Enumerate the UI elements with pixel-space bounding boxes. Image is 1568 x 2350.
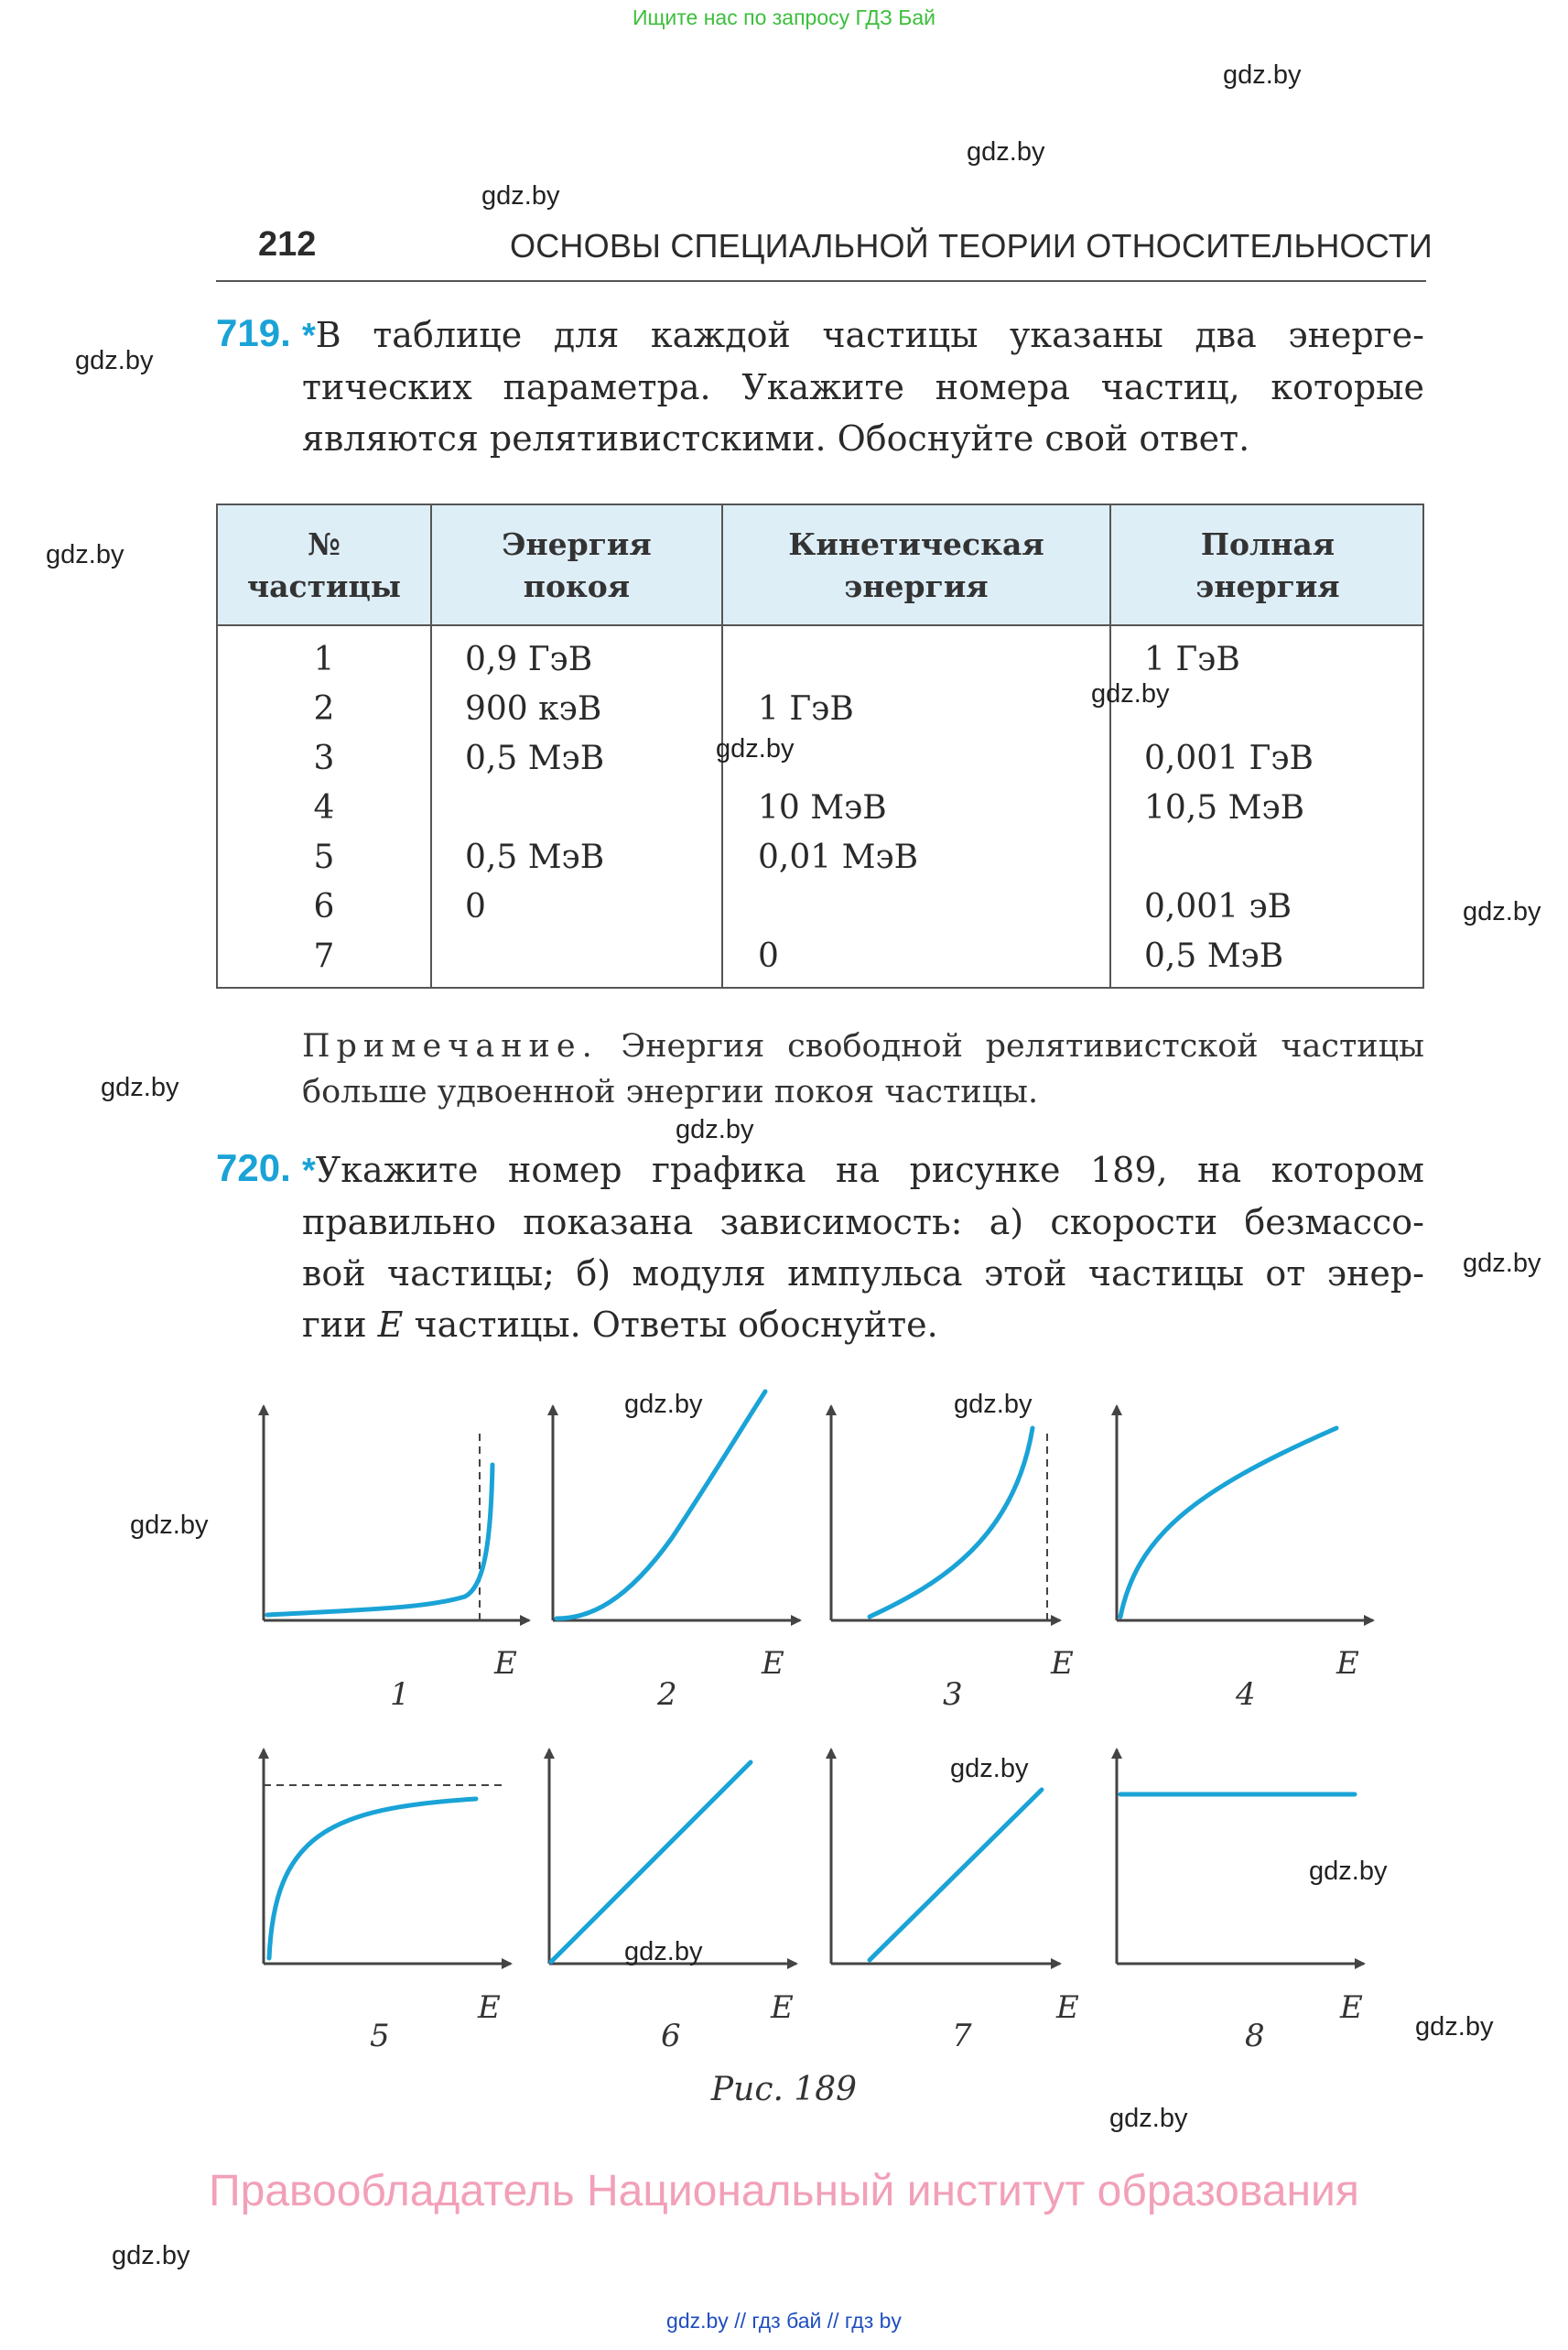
cell-number: 7 [313, 937, 335, 975]
axis-label-e: E [1051, 1645, 1074, 1682]
graph-number: 7 [952, 2018, 972, 2054]
header-kinetic-energy: Кинетическая энергия [788, 526, 1044, 604]
curve-1 [267, 1465, 492, 1615]
watermark-text: gdz.by [1109, 2104, 1188, 2133]
note-line: Примечание. Энергия свободной релятивистской частицы [302, 1028, 1424, 1065]
curve-6 [551, 1762, 751, 1962]
running-title: ОСНОВЫ СПЕЦИАЛЬНОЙ ТЕОРИИ ОТНОСИТЕЛЬНОСТИ [510, 227, 1433, 265]
note-line: больше удвоенной энергии покоя частицы. [302, 1074, 1039, 1110]
task-719-line: *В таблице для каждой частицы указаны два энерге- [302, 315, 1424, 355]
cell-number: 3 [313, 740, 335, 777]
graph-number: 4 [1236, 1676, 1256, 1713]
graph-number: 6 [661, 2018, 681, 2054]
curve-2 [557, 1392, 765, 1619]
task-720-line: гии E частицы. Ответы обоснуйте. [302, 1305, 938, 1345]
axis-label-e: E [1340, 1989, 1363, 2026]
watermark-text: gdz.by [130, 1511, 209, 1540]
graph-number: 1 [390, 1676, 410, 1713]
watermark-text: gdz.by [1463, 897, 1541, 926]
axis-label-e: E [478, 1989, 501, 2026]
top-banner[interactable]: Ищите нас по запросу ГДЗ Бай [632, 5, 936, 29]
watermark-text: gdz.by [716, 734, 795, 763]
watermark-text: gdz.by [101, 1073, 179, 1102]
cell-kinetic-energy: 10 МэВ [758, 789, 887, 827]
task-719-line: тических параметра. Укажите номера частиц, которые [302, 367, 1424, 407]
watermark-text: gdz.by [75, 346, 154, 375]
task-720-line: *Укажите номер графика на рисунке 189, на котором [302, 1150, 1424, 1190]
task-720-line: правильно показана зависимость: а) скорости безмассо- [302, 1202, 1424, 1242]
header-particle-number: № частицы [246, 526, 401, 604]
cell-rest-energy: 0,5 МэВ [465, 740, 605, 777]
graph-number: 2 [657, 1676, 677, 1713]
task-720-text [302, 1144, 1424, 1350]
cell-rest-energy: 0 [465, 888, 486, 926]
axis-label-e: E [494, 1645, 517, 1682]
cell-total-energy: 1 ГэВ [1144, 641, 1240, 678]
graph-number: 8 [1245, 2018, 1265, 2054]
task-719-text [302, 309, 1424, 464]
star-mark: * [302, 317, 316, 355]
cell-number: 1 [313, 641, 335, 678]
cell-total-energy: 10,5 МэВ [1144, 789, 1305, 827]
star-mark: * [302, 1152, 316, 1190]
watermark-text: gdz.by [46, 540, 124, 569]
cell-rest-energy: 900 кэВ [465, 690, 602, 728]
page-number: 212 [258, 225, 317, 264]
watermark-text: gdz.by [1309, 1857, 1388, 1886]
watermark-text: gdz.by [1415, 2012, 1494, 2041]
footer-owner: Правообладатель Национальный институт образования [209, 2167, 1359, 2215]
watermark-text: gdz.by [112, 2241, 190, 2270]
watermark-text: gdz.by [950, 1754, 1029, 1783]
cell-number: 2 [313, 690, 335, 728]
watermark-text: gdz.by [624, 1937, 703, 1966]
header-rest-energy: Энергия покоя [502, 526, 652, 604]
watermark-text: gdz.by [1091, 679, 1170, 709]
header-total-energy: Полная энергия [1195, 526, 1340, 604]
note-label: Примечание. [302, 1028, 599, 1065]
header-rule [216, 280, 1426, 282]
axis-label-e: E [762, 1645, 784, 1682]
task-720-number: 720. [216, 1146, 291, 1189]
cell-total-energy: 0,5 МэВ [1144, 937, 1284, 975]
axis-label-e: E [1336, 1645, 1359, 1682]
curve-5 [269, 1799, 476, 1958]
figure-caption: Рис. 189 [710, 2071, 858, 2108]
cell-number: 5 [313, 839, 335, 876]
curve-4 [1120, 1428, 1336, 1617]
cell-total-energy: 0,001 ГэВ [1144, 740, 1314, 777]
axis-label-e: E [771, 1989, 794, 2026]
task-720-line: вой частицы; б) модуля импульса этой частицы от энер- [302, 1253, 1424, 1294]
cell-rest-energy: 0,5 МэВ [465, 839, 605, 876]
footer-links[interactable]: gdz.by // гдз бай // гдз by [666, 2309, 902, 2333]
watermark-text: gdz.by [481, 181, 560, 211]
cell-rest-energy: 0,9 ГэВ [465, 641, 593, 678]
curve-7 [870, 1790, 1042, 1960]
cell-kinetic-energy: 0 [758, 937, 779, 975]
cell-kinetic-energy: 1 ГэВ [758, 690, 854, 728]
watermark-text: gdz.by [676, 1115, 754, 1144]
curve-3 [870, 1428, 1033, 1617]
task-719-number: 719. [216, 311, 291, 354]
energy-table [216, 504, 1424, 989]
figure-189 [0, 1373, 1568, 2069]
cell-kinetic-energy: 0,01 МэВ [758, 839, 919, 876]
watermark-text: gdz.by [1463, 1249, 1541, 1278]
cell-number: 4 [313, 789, 335, 827]
watermark-text: gdz.by [624, 1390, 703, 1419]
watermark-text: gdz.by [1223, 60, 1302, 90]
note [302, 1023, 1424, 1115]
task-719-line: являются релятивистскими. Обоснуйте свой ответ. [302, 418, 1250, 459]
watermark-text: gdz.by [967, 137, 1045, 167]
cell-number: 6 [313, 888, 335, 926]
graph-number: 5 [370, 2018, 390, 2054]
axis-label-e: E [1056, 1989, 1079, 2026]
cell-total-energy: 0,001 эВ [1144, 888, 1292, 926]
graph-number: 3 [943, 1676, 963, 1713]
graphs-group [264, 1392, 1373, 2054]
watermark-text: gdz.by [954, 1390, 1033, 1419]
